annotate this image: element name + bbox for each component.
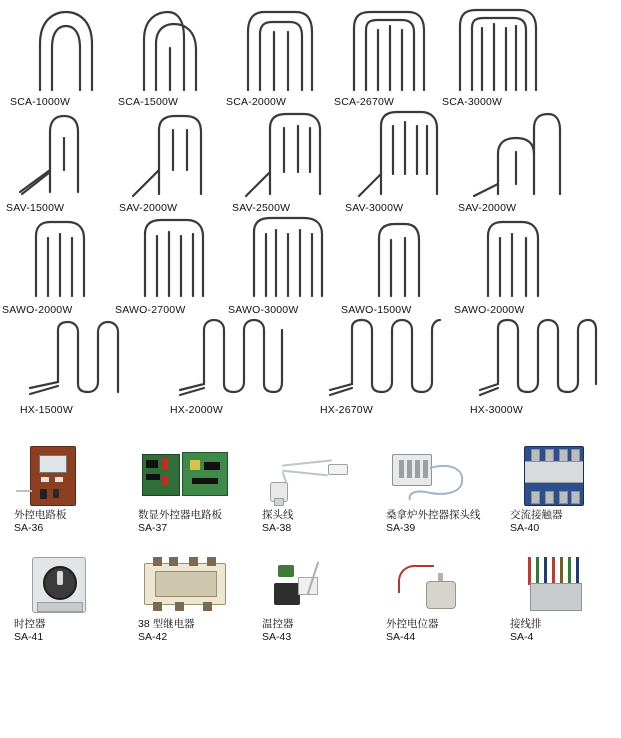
heating-element-graphic (178, 316, 306, 400)
heating-element-graphic (16, 214, 113, 300)
heating-element-graphic (242, 108, 339, 200)
accessory-cell[interactable] (124, 553, 248, 644)
accessory-name: 时控器 (14, 618, 46, 630)
product-label: HX-2670W (320, 404, 373, 416)
accessory-cell[interactable] (124, 444, 248, 535)
accessory-code: SA-44 (386, 631, 416, 643)
accessory-code: SA-40 (510, 522, 540, 534)
product-cell[interactable] (0, 108, 113, 214)
product-cell[interactable] (306, 316, 456, 416)
product-cell[interactable] (452, 108, 565, 214)
heating-element-graphic (126, 4, 216, 92)
element-row-hx (0, 316, 621, 416)
product-label: SAV-2500W (232, 202, 291, 214)
accessories-row-2 (0, 553, 621, 644)
heating-element-graphic (234, 4, 324, 92)
external-potentiometer-image (386, 553, 478, 615)
thermostat-image (262, 553, 354, 615)
heating-element-graphic (328, 316, 456, 400)
ac-contactor-image (510, 444, 602, 506)
probe-cable-image (262, 444, 354, 506)
accessory-name: 探头线 (262, 509, 294, 521)
product-cell[interactable] (113, 108, 226, 214)
product-label: SCA-1000W (10, 96, 71, 108)
heating-element-graphic (355, 214, 452, 300)
element-row-sav (0, 108, 621, 214)
heating-element-graphic (129, 108, 226, 200)
accessory-code: SA-37 (138, 522, 168, 534)
heating-element-graphic (129, 214, 226, 300)
element-row-sawo (0, 214, 621, 316)
accessory-code: SA-43 (262, 631, 292, 643)
product-label: SAV-1500W (6, 202, 65, 214)
accessory-name: 38 型继电器 (138, 618, 195, 630)
product-cell[interactable] (0, 214, 113, 316)
accessories-row-1 (0, 444, 621, 535)
accessory-code: SA-41 (14, 631, 44, 643)
product-label: SAWO-2000W (2, 304, 73, 316)
product-cell[interactable] (0, 4, 108, 108)
product-label: SAWO-3000W (228, 304, 299, 316)
product-cell[interactable] (456, 316, 606, 416)
product-label: SAV-2000W (458, 202, 517, 214)
accessory-cell[interactable] (248, 444, 372, 535)
product-label: HX-2000W (170, 404, 223, 416)
product-label: SCA-1500W (118, 96, 179, 108)
accessory-code: SA-38 (262, 522, 292, 534)
heating-element-graphic (18, 4, 108, 92)
product-cell[interactable] (216, 4, 324, 108)
product-cell[interactable] (108, 4, 216, 108)
accessory-name: 外控电位器 (386, 618, 439, 630)
product-cell[interactable] (339, 214, 452, 316)
accessory-cell[interactable] (372, 553, 496, 644)
accessory-code: SA-42 (138, 631, 168, 643)
external-control-circuit-board-image (14, 444, 106, 506)
accessory-cell[interactable] (248, 553, 372, 644)
product-cell[interactable] (432, 4, 540, 108)
accessory-code: SA-36 (14, 522, 44, 534)
product-label: SCA-3000W (442, 96, 503, 108)
digital-external-controller-board-image (138, 444, 230, 506)
heating-element-graphic (16, 108, 113, 200)
product-label: SAWO-1500W (341, 304, 412, 316)
accessory-code: SA-39 (386, 522, 416, 534)
accessory-name: 温控器 (262, 618, 294, 630)
product-cell[interactable] (324, 4, 432, 108)
accessory-cell[interactable] (0, 553, 124, 644)
accessory-name: 接线排 (510, 618, 542, 630)
product-label: SCA-2670W (334, 96, 395, 108)
product-cell[interactable] (452, 214, 565, 316)
heating-element-graphic (478, 316, 606, 400)
product-cell[interactable] (226, 108, 339, 214)
accessory-cell[interactable] (496, 553, 620, 644)
terminal-block-image (510, 553, 602, 615)
heating-element-graphic (468, 108, 565, 200)
product-label: HX-1500W (20, 404, 73, 416)
accessory-name: 桑拿炉外控器探头线 (386, 509, 481, 521)
heating-element-graphic (28, 316, 156, 400)
accessory-name: 交流接触器 (510, 509, 563, 521)
heating-element-graphic (342, 4, 432, 92)
accessory-name: 外控电路板 (14, 509, 67, 521)
product-label: SCA-2000W (226, 96, 287, 108)
product-cell[interactable] (113, 214, 226, 316)
product-cell[interactable] (226, 214, 339, 316)
product-cell[interactable] (156, 316, 306, 416)
heating-element-graphic (355, 108, 452, 200)
heating-element-graphic (468, 214, 565, 300)
product-label: SAV-2000W (119, 202, 178, 214)
product-label: HX-3000W (470, 404, 523, 416)
accessory-cell[interactable] (496, 444, 620, 535)
accessory-cell[interactable] (372, 444, 496, 535)
product-label: SAWO-2000W (454, 304, 525, 316)
product-label: SAWO-2700W (115, 304, 186, 316)
timer-image (14, 553, 106, 615)
product-label: SAV-3000W (345, 202, 404, 214)
accessory-cell[interactable] (0, 444, 124, 535)
product-cell[interactable] (339, 108, 452, 214)
accessory-code: SA-4 (510, 631, 534, 643)
accessory-name: 数显外控器电路板 (138, 509, 222, 521)
relay-type-38-image (138, 553, 230, 615)
heating-element-graphic (242, 214, 339, 300)
heating-element-graphic (450, 4, 540, 92)
sauna-controller-probe-cable-image (386, 444, 478, 506)
product-cell[interactable] (6, 316, 156, 416)
element-row-sca (0, 0, 621, 108)
